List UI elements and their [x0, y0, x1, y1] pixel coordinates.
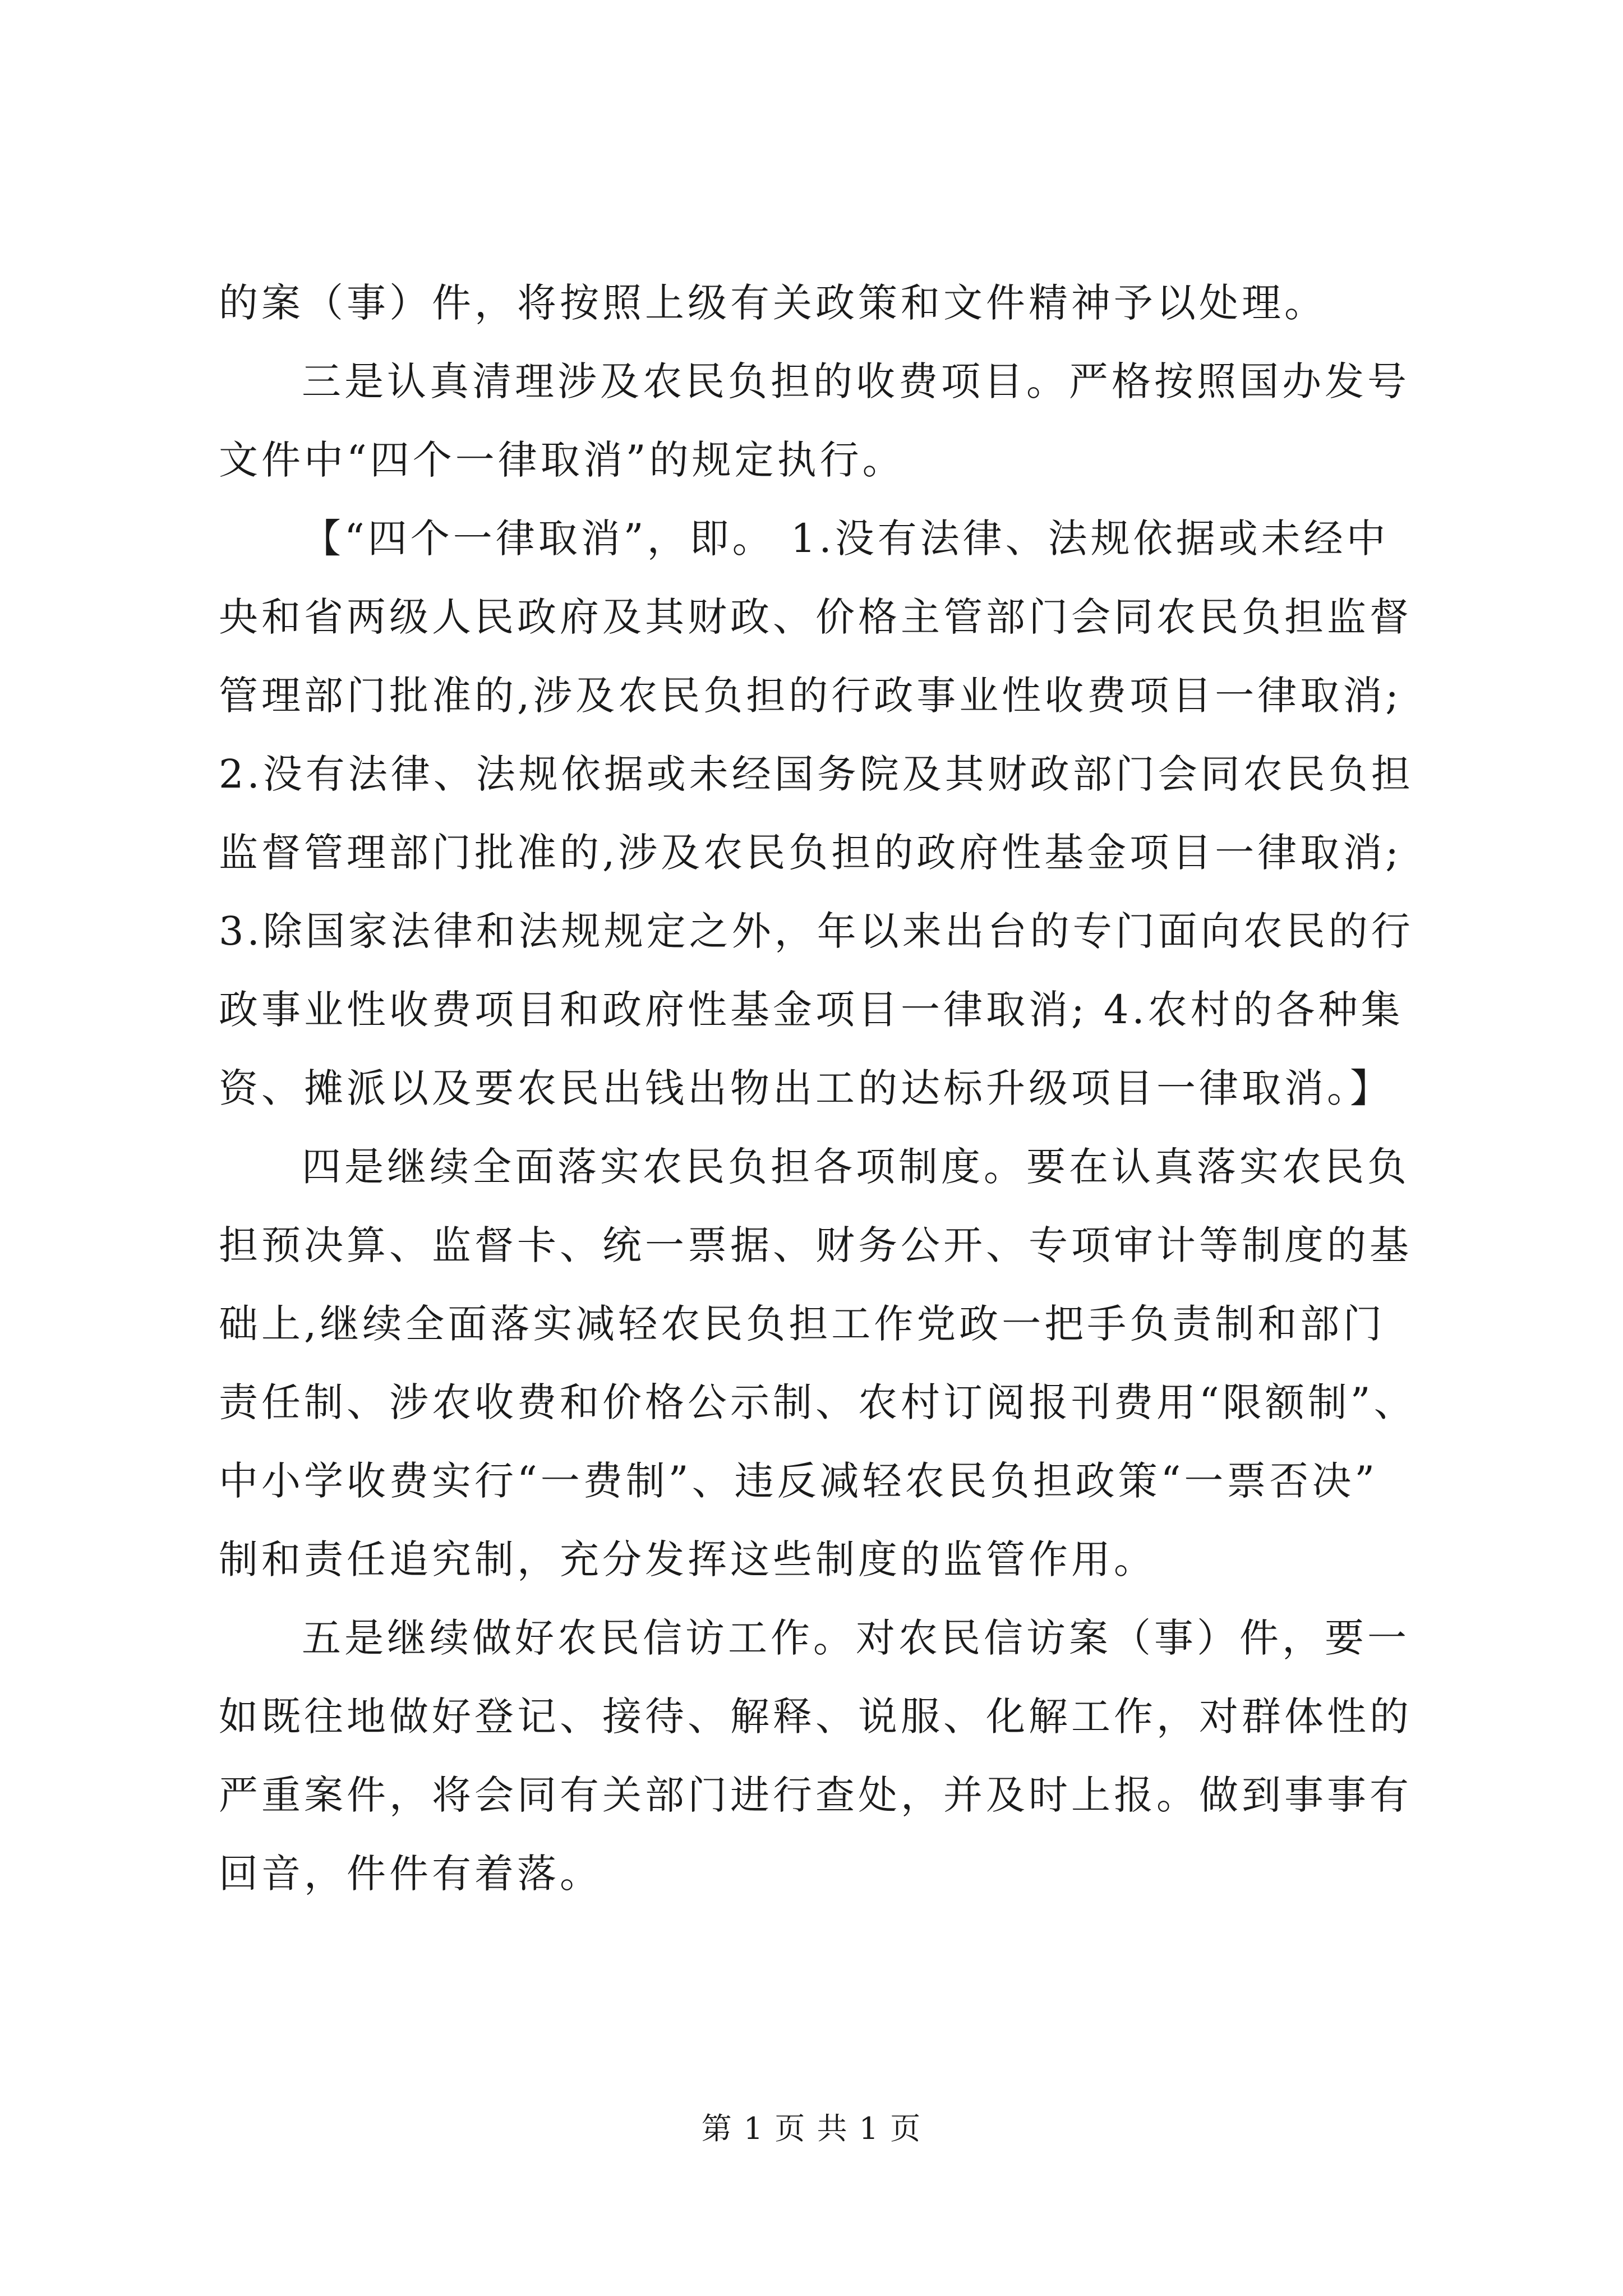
text-line-6: 管理部门批准的,涉及农民负担的行政事业性收费项目一律取消;	[219, 673, 1402, 719]
text-line-20: 严重案件，将会同有关部门进行查处，并及时上报。做到事事有	[219, 1772, 1412, 1818]
text-line-7: 2.没有法律、法规依据或未经国务院及其财政部门会同农民负担	[219, 751, 1414, 797]
text-line-18: 五是继续做好农民信访工作。对农民信访案（事）件，要一	[302, 1615, 1410, 1661]
text-line-1: 的案（事）件，将按照上级有关政策和文件精神予以处理。	[219, 280, 1327, 326]
text-line-16: 中小学收费实行“一费制”、违反减轻农民负担政策“一票否决”	[219, 1458, 1378, 1504]
text-line-5: 央和省两级人民政府及其财政、价格主管部门会同农民负担监督	[219, 594, 1412, 640]
text-line-13: 担预决算、监督卡、统一票据、财务公开、专项审计等制度的基	[219, 1222, 1412, 1268]
text-line-10: 政事业性收费项目和政府性基金项目一律取消; 4.农村的各种集	[219, 987, 1404, 1033]
text-line-8: 监督管理部门批准的,涉及农民负担的政府性基金项目一律取消;	[219, 830, 1402, 876]
text-line-4: 【“四个一律取消”，即。 1.没有法律、法规依据或未经中	[302, 516, 1389, 562]
text-line-9: 3.除国家法律和法规规定之外，年以来出台的专门面向农民的行	[219, 908, 1414, 954]
text-line-12: 四是继续全面落实农民负担各项制度。要在认真落实农民负	[302, 1144, 1410, 1190]
document-body	[219, 264, 1419, 1913]
text-line-2: 三是认真清理涉及农民负担的收费项目。严格按照国办发号	[302, 358, 1410, 404]
text-line-21: 回音，件件有着落。	[219, 1851, 602, 1897]
text-line-15: 责任制、涉农收费和价格公示制、农村订阅报刊费用“限额制”、	[219, 1379, 1417, 1425]
page-number-footer: 第 1 页 共 1 页	[701, 2111, 922, 2146]
text-line-14: 础上,继续全面落实减轻农民负担工作党政一把手负责制和部门	[219, 1301, 1386, 1347]
text-line-11: 资、摊派以及要农民出钱出物出工的达标升级项目一律取消。】	[219, 1065, 1393, 1111]
text-line-3: 文件中“四个一律取消”的规定执行。	[219, 437, 905, 483]
text-line-19: 如既往地做好登记、接待、解释、说服、化解工作，对群体性的	[219, 1694, 1412, 1740]
text-line-17: 制和责任追究制，充分发挥这些制度的监管作用。	[219, 1536, 1156, 1582]
